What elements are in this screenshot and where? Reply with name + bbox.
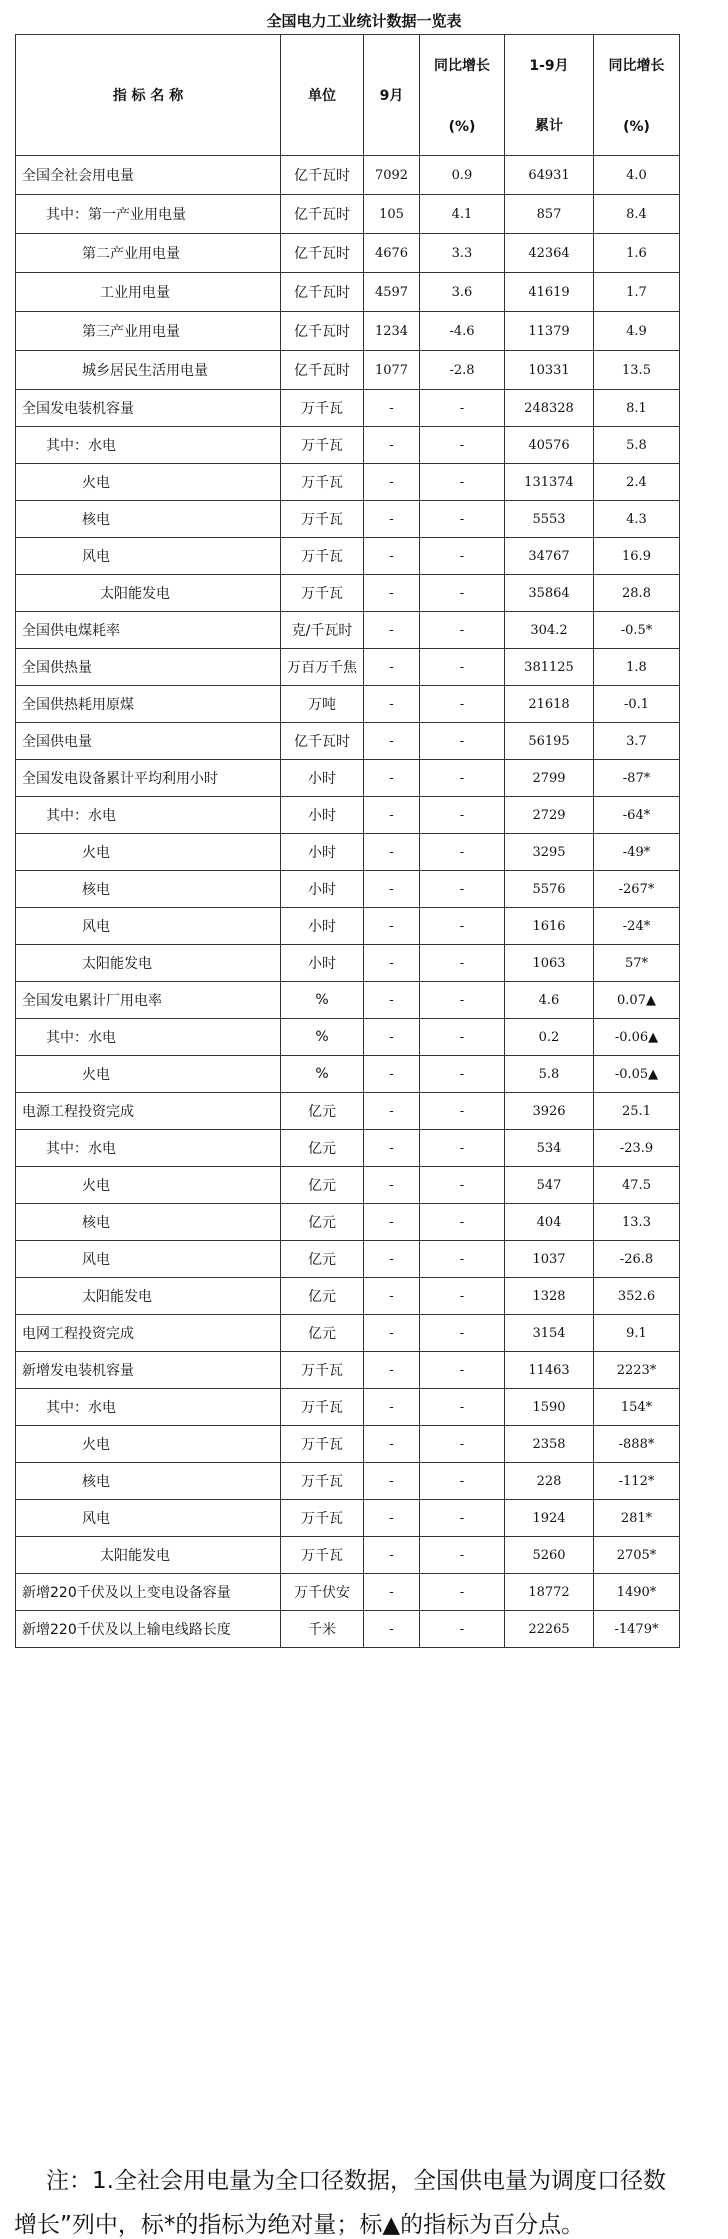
cell-month-value: 4676 bbox=[364, 234, 420, 273]
footnote-line-1: 注：1.全社会用电量为全口径数据，全国供电量为调度口径数 bbox=[46, 2168, 666, 2194]
table-row bbox=[16, 1574, 680, 1611]
cell-month-value: - bbox=[364, 427, 420, 464]
cell-indicator-name: 核电 bbox=[16, 871, 281, 908]
cell-month-value: 4597 bbox=[364, 273, 420, 312]
cell-indicator-name: 其中：水电 bbox=[16, 427, 281, 464]
cell-cumulative-value: 5576 bbox=[505, 871, 594, 908]
cell-cumulative-growth: -888* bbox=[594, 1426, 680, 1463]
cell-indicator-name: 火电 bbox=[16, 1056, 281, 1093]
cell-unit: 小时 bbox=[281, 797, 364, 834]
cell-month-value: - bbox=[364, 723, 420, 760]
cell-month-value: - bbox=[364, 390, 420, 427]
cell-month-growth: - bbox=[420, 1352, 505, 1389]
cell-unit: 亿元 bbox=[281, 1167, 364, 1204]
cell-cumulative-growth: 3.7 bbox=[594, 723, 680, 760]
cell-indicator-name: 核电 bbox=[16, 1204, 281, 1241]
cell-month-value: 7092 bbox=[364, 156, 420, 195]
header-yoy-month-top: 同比增长 bbox=[434, 58, 490, 74]
cell-month-value: - bbox=[364, 501, 420, 538]
cell-cumulative-growth: 154* bbox=[594, 1389, 680, 1426]
cell-indicator-name: 核电 bbox=[16, 1463, 281, 1500]
header-yoy-cumulative-bottom: (%) bbox=[623, 119, 650, 135]
table-row bbox=[16, 871, 680, 908]
header-unit: 单位 bbox=[281, 35, 364, 156]
cell-cumulative-growth: 47.5 bbox=[594, 1167, 680, 1204]
cell-month-value: - bbox=[364, 760, 420, 797]
cell-month-value: - bbox=[364, 982, 420, 1019]
cell-indicator-name: 风电 bbox=[16, 1500, 281, 1537]
cell-indicator-name: 城乡居民生活用电量 bbox=[16, 351, 281, 390]
footnote-line-2: 增长”列中，标*的指标为绝对量；标▲的指标为百分点。 bbox=[14, 2212, 585, 2238]
cell-cumulative-growth: 1.6 bbox=[594, 234, 680, 273]
cell-unit: 万千瓦 bbox=[281, 538, 364, 575]
cell-indicator-name: 风电 bbox=[16, 538, 281, 575]
cell-cumulative-growth: 4.9 bbox=[594, 312, 680, 351]
table-row bbox=[16, 760, 680, 797]
cell-unit: 万千瓦 bbox=[281, 1389, 364, 1426]
cell-unit: 亿千瓦时 bbox=[281, 723, 364, 760]
cell-unit: 亿千瓦时 bbox=[281, 351, 364, 390]
table-row bbox=[16, 1463, 680, 1500]
table-row bbox=[16, 1130, 680, 1167]
cell-cumulative-value: 1590 bbox=[505, 1389, 594, 1426]
cell-cumulative-growth: 4.3 bbox=[594, 501, 680, 538]
cell-cumulative-growth: -0.05▲ bbox=[594, 1056, 680, 1093]
cell-month-value: 1077 bbox=[364, 351, 420, 390]
cell-month-value: - bbox=[364, 1500, 420, 1537]
cell-indicator-name: 工业用电量 bbox=[16, 273, 281, 312]
table-row bbox=[16, 945, 680, 982]
table-row bbox=[16, 575, 680, 612]
cell-cumulative-growth: -1479* bbox=[594, 1611, 680, 1648]
cell-month-growth: - bbox=[420, 908, 505, 945]
cell-cumulative-growth: 5.8 bbox=[594, 427, 680, 464]
table-row bbox=[16, 1204, 680, 1241]
statistics-table bbox=[15, 34, 680, 1648]
cell-indicator-name: 其中：水电 bbox=[16, 1389, 281, 1426]
cell-cumulative-growth: -112* bbox=[594, 1463, 680, 1500]
cell-cumulative-growth: 9.1 bbox=[594, 1315, 680, 1352]
cell-month-growth: -4.6 bbox=[420, 312, 505, 351]
cell-unit: % bbox=[281, 1019, 364, 1056]
cell-cumulative-growth: 352.6 bbox=[594, 1278, 680, 1315]
cell-month-growth: - bbox=[420, 575, 505, 612]
cell-month-growth: - bbox=[420, 982, 505, 1019]
cell-month-value: - bbox=[364, 464, 420, 501]
cell-unit: 小时 bbox=[281, 834, 364, 871]
cell-cumulative-value: 2358 bbox=[505, 1426, 594, 1463]
table-row bbox=[16, 1241, 680, 1278]
header-cumulative-bottom: 累计 bbox=[535, 118, 563, 134]
cell-indicator-name: 火电 bbox=[16, 1426, 281, 1463]
cell-unit: 小时 bbox=[281, 760, 364, 797]
table-row bbox=[16, 1315, 680, 1352]
cell-cumulative-growth: -267* bbox=[594, 871, 680, 908]
cell-month-growth: 3.6 bbox=[420, 273, 505, 312]
cell-cumulative-growth: -87* bbox=[594, 760, 680, 797]
cell-indicator-name: 全国供电量 bbox=[16, 723, 281, 760]
header-yoy-cumulative-top: 同比增长 bbox=[608, 58, 665, 74]
cell-unit: 亿元 bbox=[281, 1278, 364, 1315]
cell-month-growth: - bbox=[420, 760, 505, 797]
cell-indicator-name: 全国供热耗用原煤 bbox=[16, 686, 281, 723]
cell-cumulative-value: 34767 bbox=[505, 538, 594, 575]
cell-cumulative-value: 4.6 bbox=[505, 982, 594, 1019]
cell-unit: 克/千瓦时 bbox=[281, 612, 364, 649]
cell-month-growth: - bbox=[420, 1500, 505, 1537]
table-row bbox=[16, 982, 680, 1019]
table-row bbox=[16, 1500, 680, 1537]
cell-cumulative-growth: -23.9 bbox=[594, 1130, 680, 1167]
cell-month-value: - bbox=[364, 1056, 420, 1093]
cell-month-value: - bbox=[364, 1130, 420, 1167]
table-row bbox=[16, 195, 680, 234]
table-row bbox=[16, 723, 680, 760]
cell-unit: 万百万千焦 bbox=[281, 649, 364, 686]
cell-unit: 亿千瓦时 bbox=[281, 234, 364, 273]
cell-unit: 万千瓦 bbox=[281, 575, 364, 612]
cell-month-growth: - bbox=[420, 1130, 505, 1167]
cell-indicator-name: 太阳能发电 bbox=[16, 1278, 281, 1315]
cell-cumulative-growth: 2223* bbox=[594, 1352, 680, 1389]
table-row bbox=[16, 464, 680, 501]
table-row bbox=[16, 908, 680, 945]
cell-month-growth: - bbox=[420, 1204, 505, 1241]
cell-cumulative-growth: 16.9 bbox=[594, 538, 680, 575]
cell-cumulative-value: 1063 bbox=[505, 945, 594, 982]
cell-month-growth: - bbox=[420, 1056, 505, 1093]
table-row bbox=[16, 1278, 680, 1315]
cell-indicator-name: 火电 bbox=[16, 464, 281, 501]
cell-cumulative-value: 1924 bbox=[505, 1500, 594, 1537]
cell-month-value: - bbox=[364, 1389, 420, 1426]
table-row bbox=[16, 686, 680, 723]
cell-indicator-name: 全国供热量 bbox=[16, 649, 281, 686]
cell-unit: 亿元 bbox=[281, 1204, 364, 1241]
cell-indicator-name: 火电 bbox=[16, 834, 281, 871]
cell-unit: 小时 bbox=[281, 908, 364, 945]
cell-cumulative-value: 22265 bbox=[505, 1611, 594, 1648]
cell-month-value: - bbox=[364, 1019, 420, 1056]
cell-cumulative-growth: 57* bbox=[594, 945, 680, 982]
cell-indicator-name: 全国全社会用电量 bbox=[16, 156, 281, 195]
cell-month-value: - bbox=[364, 1167, 420, 1204]
cell-indicator-name: 其中：水电 bbox=[16, 1130, 281, 1167]
cell-cumulative-value: 3926 bbox=[505, 1093, 594, 1130]
cell-month-growth: - bbox=[420, 1426, 505, 1463]
cell-month-growth: - bbox=[420, 723, 505, 760]
table-row bbox=[16, 797, 680, 834]
cell-cumulative-value: 56195 bbox=[505, 723, 594, 760]
cell-cumulative-value: 21618 bbox=[505, 686, 594, 723]
cell-indicator-name: 火电 bbox=[16, 1167, 281, 1204]
cell-unit: 万千瓦 bbox=[281, 464, 364, 501]
cell-cumulative-value: 3295 bbox=[505, 834, 594, 871]
table-row bbox=[16, 649, 680, 686]
cell-indicator-name: 风电 bbox=[16, 1241, 281, 1278]
table-row bbox=[16, 390, 680, 427]
cell-month-value: - bbox=[364, 1315, 420, 1352]
cell-unit: 千米 bbox=[281, 1611, 364, 1648]
cell-month-growth: - bbox=[420, 871, 505, 908]
cell-month-growth: 0.9 bbox=[420, 156, 505, 195]
table-row bbox=[16, 1537, 680, 1574]
cell-month-growth: - bbox=[420, 1315, 505, 1352]
cell-month-growth: - bbox=[420, 1611, 505, 1648]
cell-month-value: - bbox=[364, 1204, 420, 1241]
cell-month-growth: - bbox=[420, 1463, 505, 1500]
cell-month-value: - bbox=[364, 1463, 420, 1500]
cell-cumulative-growth: -0.06▲ bbox=[594, 1019, 680, 1056]
cell-cumulative-value: 11463 bbox=[505, 1352, 594, 1389]
cell-cumulative-value: 547 bbox=[505, 1167, 594, 1204]
cell-cumulative-value: 40576 bbox=[505, 427, 594, 464]
cell-unit: 小时 bbox=[281, 945, 364, 982]
cell-cumulative-value: 5260 bbox=[505, 1537, 594, 1574]
cell-month-growth: - bbox=[420, 538, 505, 575]
cell-cumulative-value: 381125 bbox=[505, 649, 594, 686]
cell-cumulative-growth: 8.4 bbox=[594, 195, 680, 234]
cell-unit: 万吨 bbox=[281, 686, 364, 723]
cell-month-value: - bbox=[364, 1093, 420, 1130]
cell-month-growth: - bbox=[420, 834, 505, 871]
cell-unit: 亿元 bbox=[281, 1315, 364, 1352]
cell-cumulative-growth: 13.5 bbox=[594, 351, 680, 390]
header-cumulative-top: 1-9月 bbox=[529, 58, 569, 74]
cell-month-value: - bbox=[364, 538, 420, 575]
cell-cumulative-growth: 13.3 bbox=[594, 1204, 680, 1241]
cell-unit: 亿元 bbox=[281, 1130, 364, 1167]
cell-unit: 亿千瓦时 bbox=[281, 273, 364, 312]
cell-indicator-name: 电网工程投资完成 bbox=[16, 1315, 281, 1352]
cell-month-growth: - bbox=[420, 1389, 505, 1426]
table-row bbox=[16, 312, 680, 351]
cell-month-growth: 3.3 bbox=[420, 234, 505, 273]
cell-month-value: - bbox=[364, 1241, 420, 1278]
cell-month-value: - bbox=[364, 686, 420, 723]
cell-cumulative-value: 1616 bbox=[505, 908, 594, 945]
cell-unit: 万千瓦 bbox=[281, 390, 364, 427]
table-body bbox=[16, 156, 680, 1648]
table-row bbox=[16, 156, 680, 195]
cell-month-value: - bbox=[364, 908, 420, 945]
table-row bbox=[16, 1019, 680, 1056]
cell-cumulative-value: 3154 bbox=[505, 1315, 594, 1352]
cell-month-growth: - bbox=[420, 612, 505, 649]
cell-month-value: - bbox=[364, 945, 420, 982]
cell-cumulative-value: 5553 bbox=[505, 501, 594, 538]
table-row bbox=[16, 427, 680, 464]
table-row bbox=[16, 1426, 680, 1463]
cell-indicator-name: 太阳能发电 bbox=[16, 945, 281, 982]
header-yoy-month-bottom: (%) bbox=[448, 119, 476, 135]
cell-month-value: - bbox=[364, 1537, 420, 1574]
cell-cumulative-growth: 2705* bbox=[594, 1537, 680, 1574]
cell-cumulative-growth: 1490* bbox=[594, 1574, 680, 1611]
cell-month-growth: - bbox=[420, 427, 505, 464]
cell-unit: 万千瓦 bbox=[281, 1352, 364, 1389]
cell-unit: 亿千瓦时 bbox=[281, 195, 364, 234]
cell-month-growth: - bbox=[420, 464, 505, 501]
cell-cumulative-value: 0.2 bbox=[505, 1019, 594, 1056]
table-row bbox=[16, 1056, 680, 1093]
cell-cumulative-growth: 4.0 bbox=[594, 156, 680, 195]
cell-month-growth: - bbox=[420, 797, 505, 834]
cell-month-growth: - bbox=[420, 1278, 505, 1315]
cell-unit: 万千瓦 bbox=[281, 1463, 364, 1500]
header-yoy-month bbox=[420, 35, 505, 156]
cell-unit: 万千瓦 bbox=[281, 501, 364, 538]
cell-indicator-name: 全国供电煤耗率 bbox=[16, 612, 281, 649]
cell-indicator-name: 全国发电设备累计平均利用小时 bbox=[16, 760, 281, 797]
cell-month-growth: - bbox=[420, 1574, 505, 1611]
cell-unit: 亿元 bbox=[281, 1241, 364, 1278]
table-row bbox=[16, 234, 680, 273]
cell-cumulative-growth: -64* bbox=[594, 797, 680, 834]
cell-unit: 小时 bbox=[281, 871, 364, 908]
cell-indicator-name: 电源工程投资完成 bbox=[16, 1093, 281, 1130]
cell-cumulative-value: 18772 bbox=[505, 1574, 594, 1611]
table-row bbox=[16, 538, 680, 575]
cell-month-value: - bbox=[364, 834, 420, 871]
cell-cumulative-value: 857 bbox=[505, 195, 594, 234]
cell-month-growth: - bbox=[420, 501, 505, 538]
cell-cumulative-growth: 1.7 bbox=[594, 273, 680, 312]
cell-cumulative-value: 2799 bbox=[505, 760, 594, 797]
cell-month-growth: - bbox=[420, 1167, 505, 1204]
cell-month-value: - bbox=[364, 649, 420, 686]
cell-cumulative-growth: 281* bbox=[594, 1500, 680, 1537]
cell-indicator-name: 新增220千伏及以上变电设备容量 bbox=[16, 1574, 281, 1611]
table-row bbox=[16, 351, 680, 390]
cell-cumulative-growth: -24* bbox=[594, 908, 680, 945]
cell-cumulative-growth: 25.1 bbox=[594, 1093, 680, 1130]
cell-cumulative-growth: 0.07▲ bbox=[594, 982, 680, 1019]
cell-indicator-name: 其中：水电 bbox=[16, 797, 281, 834]
table-row bbox=[16, 612, 680, 649]
cell-unit: % bbox=[281, 982, 364, 1019]
cell-cumulative-value: 5.8 bbox=[505, 1056, 594, 1093]
cell-indicator-name: 其中：第一产业用电量 bbox=[16, 195, 281, 234]
table-row bbox=[16, 1093, 680, 1130]
cell-cumulative-value: 35864 bbox=[505, 575, 594, 612]
cell-cumulative-growth: -49* bbox=[594, 834, 680, 871]
cell-cumulative-growth: -0.1 bbox=[594, 686, 680, 723]
cell-indicator-name: 太阳能发电 bbox=[16, 575, 281, 612]
cell-month-value: - bbox=[364, 612, 420, 649]
cell-cumulative-value: 1037 bbox=[505, 1241, 594, 1278]
cell-cumulative-growth: 8.1 bbox=[594, 390, 680, 427]
cell-cumulative-value: 42364 bbox=[505, 234, 594, 273]
cell-month-value: - bbox=[364, 1574, 420, 1611]
cell-cumulative-growth: 28.8 bbox=[594, 575, 680, 612]
header-cumulative bbox=[505, 35, 594, 156]
cell-indicator-name: 全国发电装机容量 bbox=[16, 390, 281, 427]
cell-month-growth: -2.8 bbox=[420, 351, 505, 390]
cell-cumulative-value: 131374 bbox=[505, 464, 594, 501]
cell-cumulative-value: 248328 bbox=[505, 390, 594, 427]
cell-cumulative-value: 2729 bbox=[505, 797, 594, 834]
cell-month-value: - bbox=[364, 797, 420, 834]
cell-month-value: - bbox=[364, 575, 420, 612]
cell-month-growth: - bbox=[420, 1537, 505, 1574]
cell-month-growth: - bbox=[420, 945, 505, 982]
cell-unit: 亿元 bbox=[281, 1093, 364, 1130]
header-yoy-cumulative bbox=[594, 35, 680, 156]
table-row bbox=[16, 1352, 680, 1389]
cell-month-value: - bbox=[364, 1352, 420, 1389]
cell-cumulative-value: 41619 bbox=[505, 273, 594, 312]
cell-month-growth: - bbox=[420, 686, 505, 723]
cell-unit: 万千瓦 bbox=[281, 1426, 364, 1463]
table-row bbox=[16, 1611, 680, 1648]
cell-indicator-name: 第二产业用电量 bbox=[16, 234, 281, 273]
cell-cumulative-growth: 2.4 bbox=[594, 464, 680, 501]
cell-unit: 万千瓦 bbox=[281, 427, 364, 464]
cell-indicator-name: 新增发电装机容量 bbox=[16, 1352, 281, 1389]
cell-unit: 万千瓦 bbox=[281, 1500, 364, 1537]
cell-month-growth: 4.1 bbox=[420, 195, 505, 234]
header-name: 指 标 名 称 bbox=[16, 35, 281, 156]
cell-cumulative-growth: -0.5* bbox=[594, 612, 680, 649]
cell-indicator-name: 其中：水电 bbox=[16, 1019, 281, 1056]
cell-unit: 亿千瓦时 bbox=[281, 156, 364, 195]
cell-month-value: - bbox=[364, 1426, 420, 1463]
cell-month-value: - bbox=[364, 1278, 420, 1315]
table-header-row bbox=[16, 35, 680, 156]
cell-indicator-name: 第三产业用电量 bbox=[16, 312, 281, 351]
cell-month-growth: - bbox=[420, 649, 505, 686]
table-row bbox=[16, 834, 680, 871]
table-row bbox=[16, 1167, 680, 1204]
header-month: 9月 bbox=[364, 35, 420, 156]
cell-month-value: - bbox=[364, 1611, 420, 1648]
cell-month-value: 105 bbox=[364, 195, 420, 234]
table-row bbox=[16, 1389, 680, 1426]
cell-unit: 亿千瓦时 bbox=[281, 312, 364, 351]
cell-indicator-name: 太阳能发电 bbox=[16, 1537, 281, 1574]
cell-month-value: - bbox=[364, 871, 420, 908]
cell-month-growth: - bbox=[420, 1019, 505, 1056]
cell-unit: % bbox=[281, 1056, 364, 1093]
table-title: 全国电力工业统计数据一览表 bbox=[266, 12, 462, 30]
cell-month-growth: - bbox=[420, 390, 505, 427]
cell-cumulative-value: 64931 bbox=[505, 156, 594, 195]
cell-cumulative-value: 1328 bbox=[505, 1278, 594, 1315]
cell-cumulative-value: 11379 bbox=[505, 312, 594, 351]
cell-cumulative-growth: -26.8 bbox=[594, 1241, 680, 1278]
cell-month-growth: - bbox=[420, 1241, 505, 1278]
cell-indicator-name: 风电 bbox=[16, 908, 281, 945]
cell-month-growth: - bbox=[420, 1093, 505, 1130]
cell-unit: 万千瓦 bbox=[281, 1537, 364, 1574]
cell-month-value: 1234 bbox=[364, 312, 420, 351]
table-row bbox=[16, 273, 680, 312]
cell-cumulative-value: 534 bbox=[505, 1130, 594, 1167]
cell-indicator-name: 核电 bbox=[16, 501, 281, 538]
cell-cumulative-value: 404 bbox=[505, 1204, 594, 1241]
cell-cumulative-value: 304.2 bbox=[505, 612, 594, 649]
cell-cumulative-value: 228 bbox=[505, 1463, 594, 1500]
cell-cumulative-value: 10331 bbox=[505, 351, 594, 390]
cell-unit: 万千伏安 bbox=[281, 1574, 364, 1611]
cell-indicator-name: 全国发电累计厂用电率 bbox=[16, 982, 281, 1019]
table-row bbox=[16, 501, 680, 538]
cell-indicator-name: 新增220千伏及以上输电线路长度 bbox=[16, 1611, 281, 1648]
cell-cumulative-growth: 1.8 bbox=[594, 649, 680, 686]
